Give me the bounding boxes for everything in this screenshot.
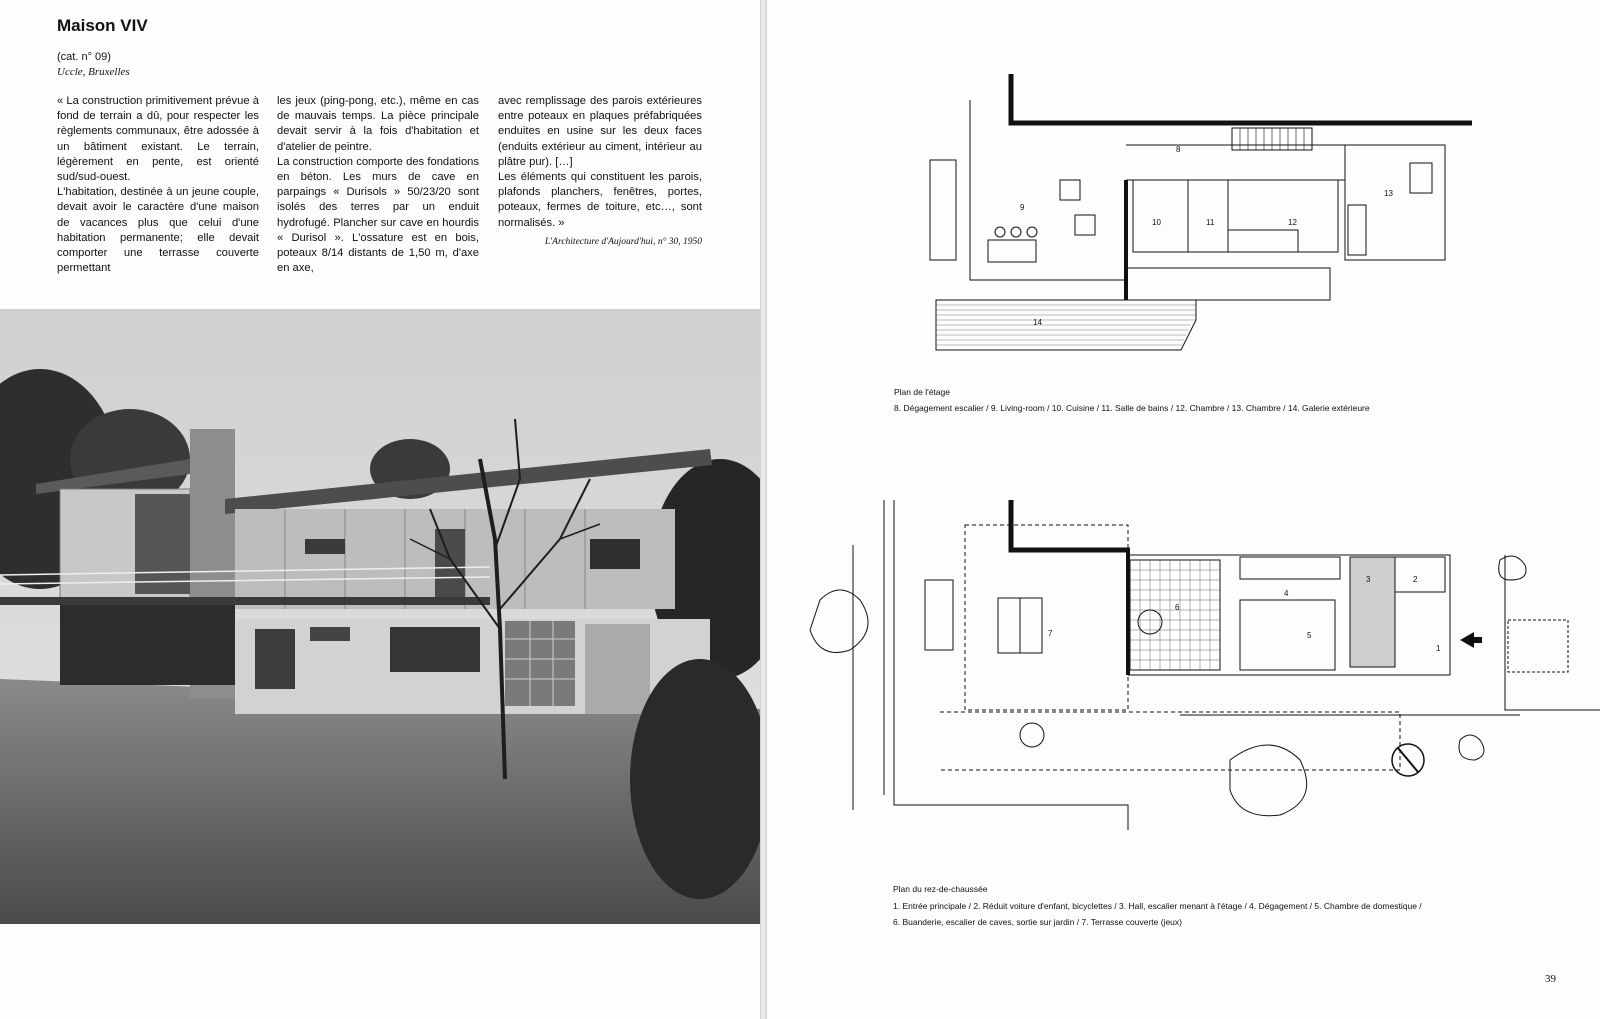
left-page bbox=[0, 0, 760, 1019]
caption-line: 6. Buanderie, escalier de caves, sortie sur jardin / 7. Terrasse couverte (jeux) bbox=[893, 917, 1182, 927]
entrance-arrow-icon bbox=[1460, 632, 1482, 648]
house-photograph bbox=[0, 309, 760, 924]
paragraph: L'habitation, destinée à un jeune couple, devait avoir le caractère d'une maison de vacances plus que celui d'une habitation permanente; elle devait comporter une terrasse couverte permettant bbox=[57, 186, 259, 275]
room-label: 14 bbox=[1033, 318, 1042, 327]
upper-plan-caption: 8. Dégagement escalier / 9. Living-room / 10. Cuisine / 11. Salle de bains / 12. Chambre / 13. Chambre / 14. Galerie extérieure bbox=[894, 403, 1370, 413]
room-label: 2 bbox=[1413, 575, 1418, 584]
source-citation: L'Architecture d'Aujourd'hui, n° 30, 1950 bbox=[544, 236, 702, 247]
book-gutter bbox=[760, 0, 767, 1019]
room-label: 6 bbox=[1175, 603, 1180, 612]
room-label: 10 bbox=[1152, 218, 1161, 227]
right-page bbox=[767, 0, 1600, 1019]
catalog-number: (cat. n° 09) bbox=[57, 51, 111, 63]
text-column-3 bbox=[498, 94, 702, 250]
room-label: 13 bbox=[1384, 189, 1393, 198]
caption-line: 1. Entrée principale / 2. Réduit voiture d'enfant, bicyclettes / 3. Hall, escalier menant à l'étage / 4. Dégagement / 5. Chambre de domestique / bbox=[893, 901, 1422, 911]
paragraph: « La construction primitivement prévue à fond de terrain a dû, pour respecter les règlements communaux, être adossée à un bâtiment existant. Le terrain, légèrement en pente, est orienté sud/sud-ouest. bbox=[57, 95, 259, 184]
room-label: 12 bbox=[1288, 218, 1297, 227]
page-number: 39 bbox=[1545, 973, 1556, 985]
room-label: 5 bbox=[1307, 631, 1312, 640]
ground-plan-caption bbox=[893, 898, 1422, 930]
ground-floor-plan bbox=[767, 485, 1600, 865]
room-label: 3 bbox=[1366, 575, 1371, 584]
paragraph: les jeux (ping-pong, etc.), même en cas de mauvais temps. La pièce principale devait servir à la fois d'habitation et d'atelier de peintre. bbox=[277, 95, 479, 153]
upper-floor-plan bbox=[767, 0, 1600, 380]
room-label: 7 bbox=[1048, 629, 1053, 638]
text-column-1 bbox=[57, 94, 259, 276]
room-label: 4 bbox=[1284, 589, 1289, 598]
paragraph: La construction comporte des fondations en béton. Les murs de cave en parpaings « Durisols » 50/23/20 sont isolés des terres par un enduit hydrofugé. Plancher sur cave en hourdis « Durisol ». L'ossature est en bois, poteaux 8/14 distants de 1,50 m, d'axe en axe, bbox=[277, 155, 479, 275]
room-label: 9 bbox=[1020, 203, 1025, 212]
house-photo-illustration bbox=[0, 309, 760, 924]
room-label: 11 bbox=[1206, 218, 1215, 227]
paragraph: Les éléments qui constituent les parois, plafonds planchers, fenêtres, portes, poteaux, fermes de toiture, etc…, sont normalisés. » bbox=[498, 171, 702, 229]
paragraph: avec remplissage des parois extérieures entre poteaux en plaques préfabriquées enduites en usine sur les deux faces (enduits extérieur au ciment, intérieur au plâtre pur). […] bbox=[498, 95, 702, 168]
room-label: 8 bbox=[1176, 145, 1181, 154]
ground-plan-caption-title: Plan du rez-de-chaussée bbox=[893, 884, 988, 894]
location: Uccle, Bruxelles bbox=[57, 66, 130, 78]
upper-plan-caption-title: Plan de l'étage bbox=[894, 387, 950, 397]
article-title: Maison VIV bbox=[57, 16, 148, 35]
room-label: 1 bbox=[1436, 644, 1441, 653]
text-column-2 bbox=[277, 94, 479, 276]
